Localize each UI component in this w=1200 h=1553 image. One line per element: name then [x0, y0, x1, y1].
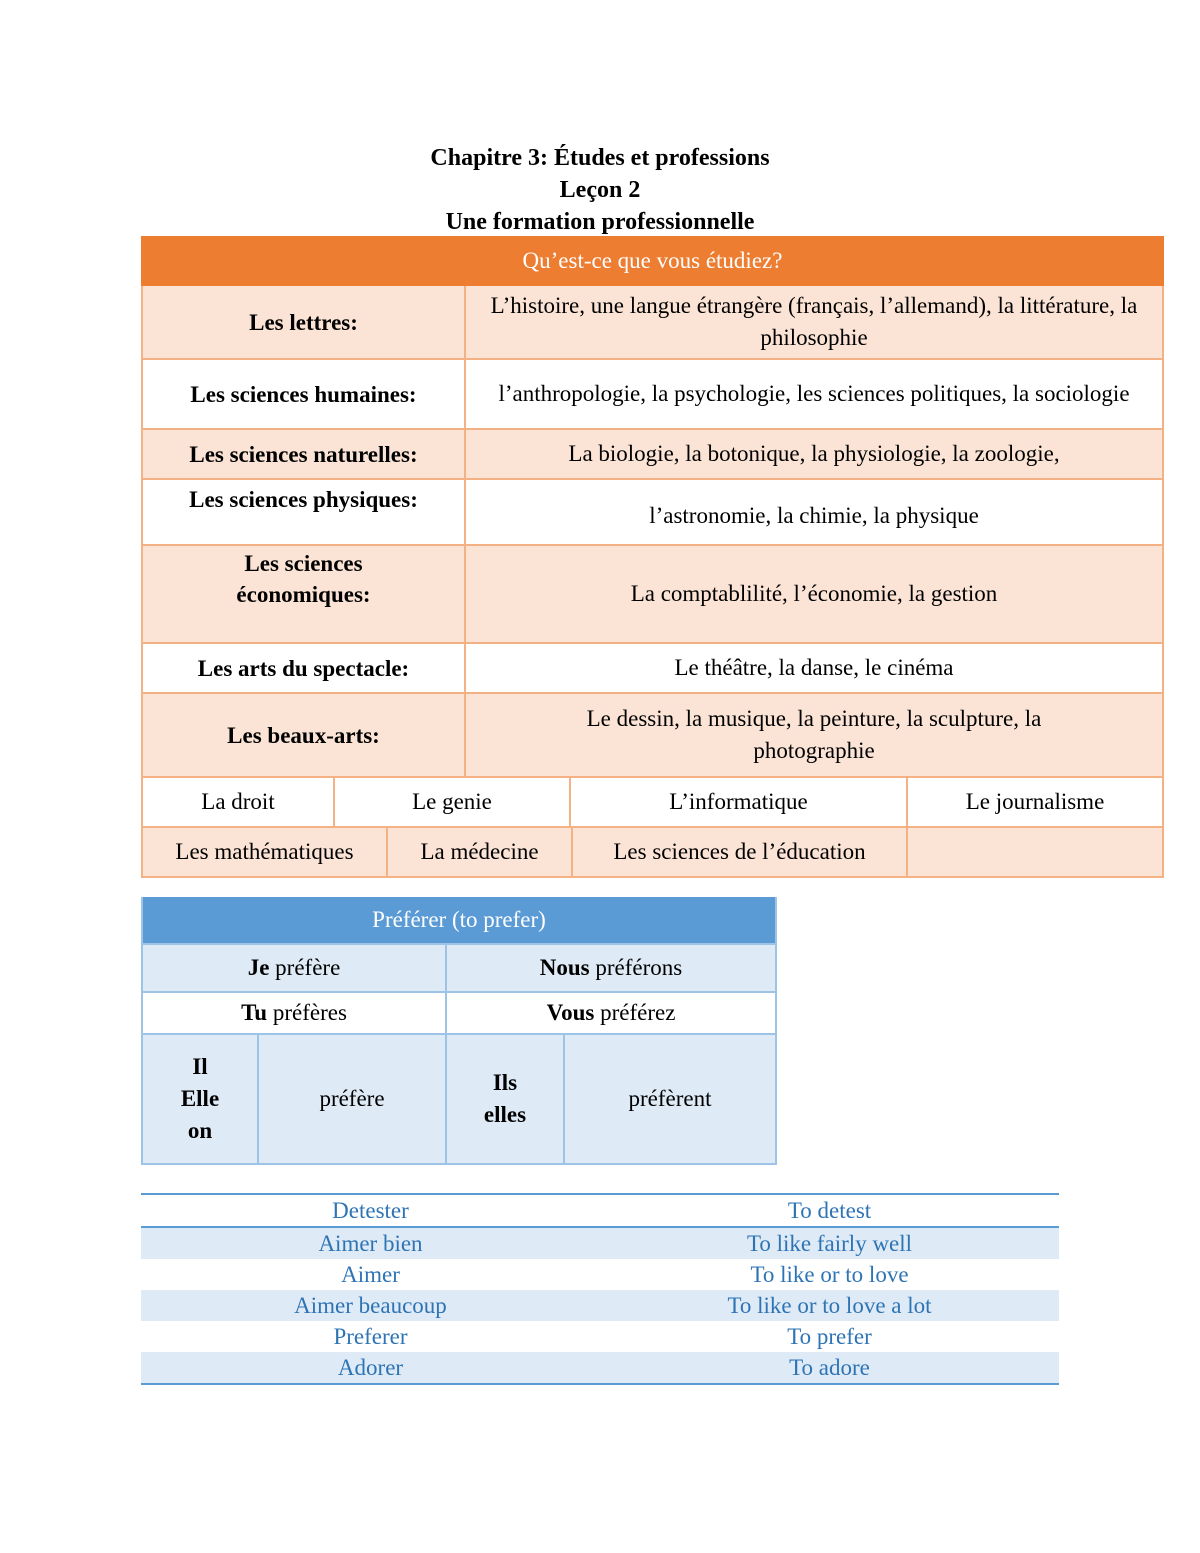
subject-label: Les arts du spectacle: — [143, 644, 466, 692]
subjects-table — [141, 236, 1164, 878]
pronoun-on: on — [187, 1118, 213, 1143]
subject-value: Le dessin, la musique, la peinture, la sculpture, la photographie — [586, 706, 1042, 763]
subjects-row-lettres — [141, 286, 1164, 360]
chapter-title: Chapitre 3: Études et professions — [430, 145, 770, 171]
pronoun-il: Il — [192, 1054, 208, 1079]
subjects-row-humaines — [141, 360, 1164, 430]
vocab-french: Aimer — [341, 1261, 400, 1287]
vocab-english: To prefer — [787, 1323, 872, 1349]
pronoun-elle: Elle — [180, 1086, 220, 1111]
lesson-title: Leçon 2 — [559, 177, 641, 203]
vocab-french: Detester — [332, 1197, 409, 1223]
subject-cell: L’informatique — [571, 778, 908, 826]
verb-ils: préfèrent — [628, 1086, 712, 1111]
vocab-row — [141, 1195, 1059, 1228]
subject-cell: La droit — [143, 778, 335, 826]
vocab-english: To detest — [787, 1197, 872, 1223]
vocab-table — [141, 1193, 1059, 1385]
conjugation-table — [141, 897, 777, 1165]
vocab-english: To like or to love — [750, 1261, 909, 1287]
subjects-table-title: Qu’est-ce que vous étudiez? — [141, 236, 1164, 286]
vocab-french: Preferer — [333, 1323, 408, 1349]
subjects-extra-row-2 — [141, 828, 1164, 878]
subject-label: Les sciences humaines: — [143, 360, 466, 428]
subject-label: Les lettres: — [143, 286, 466, 358]
subject-label: Les sciences physiques: — [143, 480, 466, 544]
conjugation-nous — [447, 945, 775, 991]
pronoun-il-elle-on — [143, 1035, 259, 1163]
conjugation-tu — [143, 993, 447, 1033]
vocab-english: To like fairly well — [746, 1230, 913, 1256]
conjugation-row-tu-vous — [143, 991, 775, 1033]
subject-cell: Les sciences de l’éducation — [573, 828, 908, 876]
vocab-french: Adorer — [337, 1354, 404, 1380]
verb-vous: préférez — [600, 1000, 676, 1025]
verb-nous: préférons — [595, 955, 683, 980]
verb-je: préfère — [275, 955, 341, 980]
subject-cell — [908, 828, 1162, 876]
subject-label: Les beaux-arts: — [143, 694, 466, 776]
pronoun-ils: Ils — [492, 1070, 518, 1095]
subject-label: Les sciences économiques: — [143, 546, 466, 642]
vocab-french: Aimer bien — [318, 1230, 423, 1256]
conjugation-title: Préférer (to prefer) — [143, 897, 775, 943]
subject-value: La biologie, la botonique, la physiologie, la zoologie, — [568, 441, 1060, 466]
conjugation-row-je-nous — [143, 943, 775, 991]
vocab-english: To adore — [789, 1354, 870, 1380]
subject-label: Les sciences naturelles: — [143, 430, 466, 478]
conjugation-vous — [447, 993, 775, 1033]
conjugation-je — [143, 945, 447, 991]
vocab-french: Aimer beaucoup — [294, 1292, 447, 1318]
subject-cell: La médecine — [388, 828, 573, 876]
pronoun-tu: Tu — [241, 1000, 268, 1025]
subject-value: L’histoire, une langue étrangère (français, l’allemand), la littérature, la philosophie — [490, 293, 1138, 350]
subject-cell: Le journalisme — [965, 789, 1105, 814]
subject-value: Le théâtre, la danse, le cinéma — [674, 655, 954, 680]
vocab-english: To like or to love a lot — [727, 1292, 932, 1318]
subjects-row-physiques — [141, 480, 1164, 546]
pronoun-elles: elles — [483, 1102, 527, 1127]
verb-tu: préfères — [272, 1000, 347, 1025]
conjugation-row-il-ils — [143, 1033, 775, 1163]
subject-value: l’astronomie, la chimie, la physique — [649, 503, 979, 528]
subjects-row-beaux-arts — [141, 694, 1164, 778]
vocab-row — [141, 1321, 1059, 1352]
subject-value: La comptablilité, l’économie, la gestion — [630, 581, 998, 606]
vocab-row — [141, 1228, 1059, 1259]
pronoun-je: Je — [247, 955, 270, 980]
pronoun-vous: Vous — [546, 1000, 595, 1025]
subjects-row-spectacle — [141, 644, 1164, 694]
vocab-row — [141, 1290, 1059, 1321]
vocab-row — [141, 1352, 1059, 1383]
subjects-row-naturelles — [141, 430, 1164, 480]
subjects-extra-row-1 — [141, 778, 1164, 828]
subject-value: l’anthropologie, la psychologie, les sciences politiques, la sociologie — [498, 381, 1130, 406]
lesson-subtitle: Une formation professionnelle — [445, 209, 755, 235]
verb-il: préfère — [259, 1035, 447, 1163]
vocab-row — [141, 1259, 1059, 1290]
subject-cell: Le genie — [335, 778, 571, 826]
subjects-row-economiques — [141, 546, 1164, 644]
subject-cell: Les mathématiques — [143, 828, 388, 876]
pronoun-nous: Nous — [539, 955, 590, 980]
pronoun-ils-elles — [447, 1035, 565, 1163]
